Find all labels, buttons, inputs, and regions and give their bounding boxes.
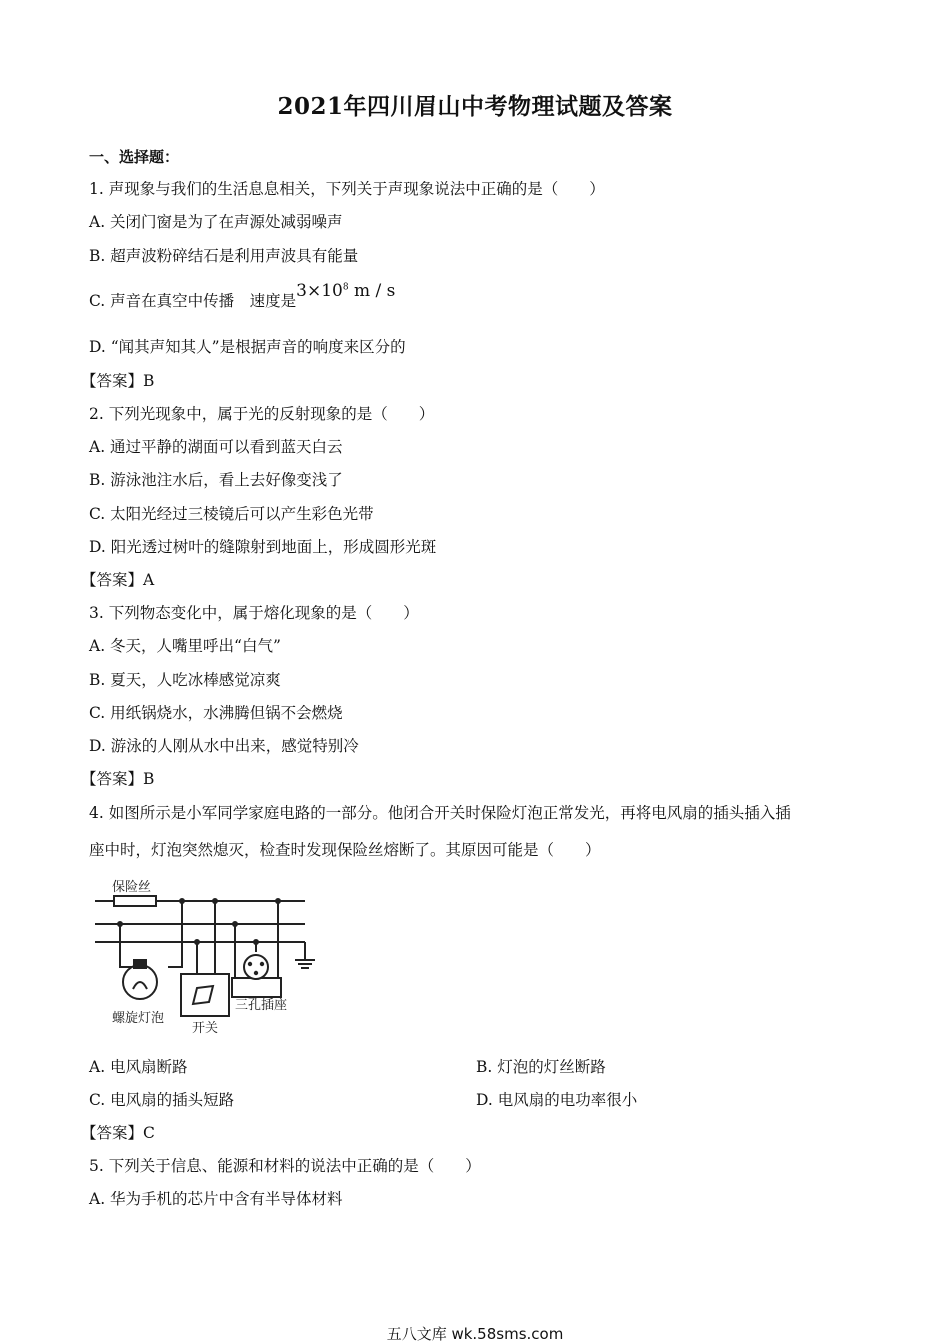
option-c-text: C. 声音在真空中传播 速度是 <box>89 292 297 310</box>
question-1-option-b: B. 超声波粉碎结石是利用声波具有能量 <box>89 247 359 265</box>
page-title: 2021年四川眉山中考物理试题及答案 <box>277 93 673 120</box>
question-2-option-a: A. 通过平静的湖面可以看到蓝天白云 <box>89 438 343 456</box>
formula-unit: m / s <box>354 281 396 301</box>
socket-icon <box>244 955 268 979</box>
question-4-stem-line2: 座中时，灯泡突然熄灭，检查时发现保险丝熔断了。其原因可能是（ ） <box>89 841 601 859</box>
question-4-stem-line1: 4. 如图所示是小军同学家庭电路的一部分。他闭合开关时保险灯泡正常发光，再将电风扇的插头插入插 <box>89 804 791 822</box>
question-3-answer: 【答案】B <box>81 770 155 788</box>
speed-formula <box>296 281 395 301</box>
fuse-label: 保险丝 <box>112 880 152 895</box>
question-4-option-a: A. 电风扇断路 <box>89 1058 188 1076</box>
question-2-option-c: C. 太阳光经过三棱镜后可以产生彩色光带 <box>89 505 374 523</box>
question-3-option-b: B. 夏天，人吃冰棒感觉凉爽 <box>89 671 281 689</box>
question-1-option-d: D. “闻其声知其人”是根据声音的响度来区分的 <box>89 338 406 356</box>
socket-box <box>232 978 281 997</box>
question-3-option-c: C. 用纸锅烧水，水沸腾但锅不会燃烧 <box>89 704 343 722</box>
question-5-option-a: A. 华为手机的芯片中含有半导体材料 <box>89 1190 343 1208</box>
question-4-answer: 【答案】C <box>81 1124 155 1142</box>
formula-exponent: 8 <box>342 282 349 293</box>
switch-label: 开关 <box>192 1021 219 1036</box>
circuit-diagram <box>90 872 330 1037</box>
fuse-icon <box>114 896 156 906</box>
question-1-option-a: A. 关闭门窗是为了在声源处减弱噪声 <box>89 213 343 231</box>
question-2-option-d: D. 阳光透过树叶的缝隙射到地面上，形成圆形光斑 <box>89 538 437 556</box>
question-1-answer: 【答案】B <box>81 372 155 390</box>
question-2-option-b: B. 游泳池注水后，看上去好像变浅了 <box>89 471 343 489</box>
question-2-answer: 【答案】A <box>81 571 155 589</box>
question-1-stem: 1. 声现象与我们的生活息息相关，下列关于声现象说法中正确的是（ ） <box>89 180 605 198</box>
question-3-stem: 3. 下列物态变化中，属于熔化现象的是（ ） <box>89 604 419 622</box>
question-4-option-d: D. 电风扇的电功率很小 <box>476 1091 638 1109</box>
question-4-option-c: C. 电风扇的插头短路 <box>89 1091 235 1109</box>
question-3-option-d: D. 游泳的人刚从水中出来，感觉特别冷 <box>89 737 359 755</box>
question-4-option-b: B. 灯泡的灯丝断路 <box>476 1058 606 1076</box>
question-2-stem: 2. 下列光现象中，属于光的反射现象的是（ ） <box>89 405 435 423</box>
socket-label: 三孔插座 <box>235 998 288 1013</box>
question-3-option-a: A. 冬天，人嘴里呼出“白气” <box>89 637 281 655</box>
bulb-label: 螺旋灯泡 <box>112 1011 165 1026</box>
question-1-option-c <box>89 281 396 311</box>
formula-base: 3×10 <box>296 281 343 301</box>
question-5-stem: 5. 下列关于信息、能源和材料的说法中正确的是（ ） <box>89 1157 481 1175</box>
section-heading: 一、选择题： <box>89 148 180 166</box>
footer-watermark: 五八文库 wk.58sms.com <box>386 1325 564 1343</box>
switch-icon <box>193 986 213 1004</box>
